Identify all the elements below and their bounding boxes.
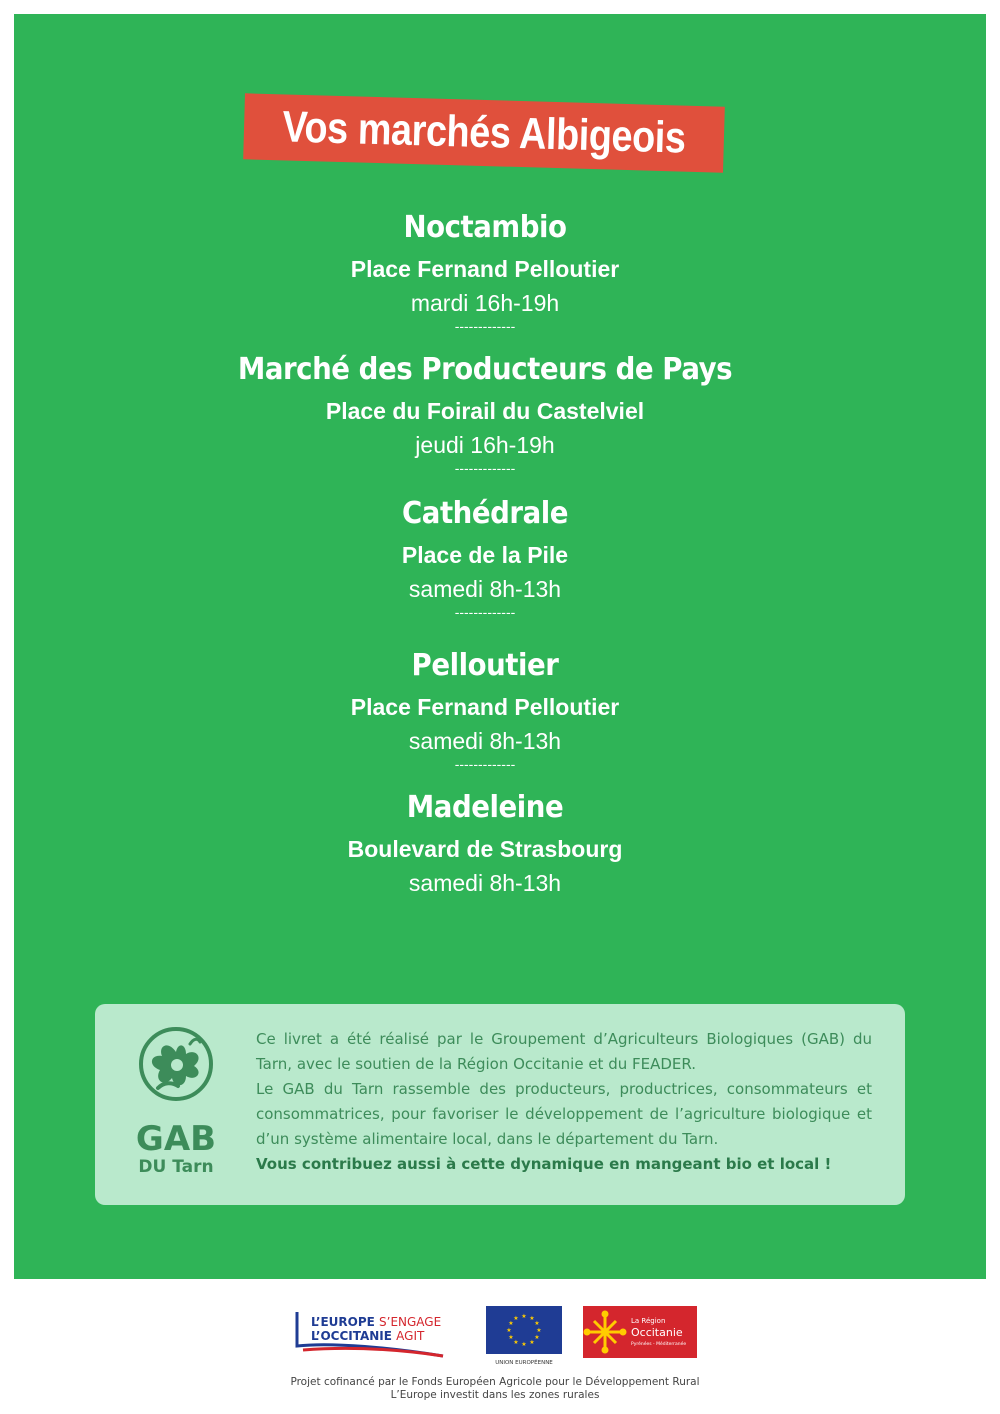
region-line1: La Région xyxy=(631,1317,666,1325)
info-paragraph: Le GAB du Tarn rassemble des producteurs, productrices, consommateurs et consommatrices, pour favoriser le développement de l’agriculture biologique et d’un système alimentaire local, dans le département du Tarn. xyxy=(256,1080,872,1148)
svg-text:L’OCCITANIE AGIT xyxy=(311,1329,425,1343)
market-name: Madeleine xyxy=(406,790,564,825)
market-time: jeudi 16h-19h xyxy=(415,432,555,458)
svg-text:★: ★ xyxy=(534,1320,540,1327)
market-separator: ------------- xyxy=(454,756,516,772)
market-time: samedi 8h-13h xyxy=(408,870,562,896)
logo-gab-text: GAB xyxy=(135,1119,217,1159)
market-place: Place de la Pile xyxy=(401,542,569,568)
occitanie-word: L’OCCITANIE xyxy=(311,1329,392,1343)
footer-line1: Projet cofinancé par le Fonds Européen Agricole pour le Développement Rural xyxy=(290,1376,700,1388)
market-time: mardi 16h-19h xyxy=(410,290,560,316)
svg-text:★: ★ xyxy=(513,1315,519,1322)
svg-text:★: ★ xyxy=(529,1339,535,1346)
market-item xyxy=(0,494,970,618)
engage-word: S’ENGAGE xyxy=(379,1315,442,1329)
europe-engage-logo xyxy=(293,1306,467,1358)
svg-text:★: ★ xyxy=(536,1327,542,1334)
agit-word: AGIT xyxy=(396,1329,425,1343)
markets-list xyxy=(0,208,970,900)
logo-tarn-text: DU Tarn xyxy=(138,1157,214,1176)
svg-text:★: ★ xyxy=(513,1339,519,1346)
info-text xyxy=(256,1027,872,1177)
market-place: Place du Foirail du Castelviel xyxy=(325,398,645,424)
market-separator: ------------- xyxy=(454,318,516,334)
market-place: Place Fernand Pelloutier xyxy=(350,694,620,720)
svg-text:★: ★ xyxy=(529,1315,535,1322)
info-paragraph: Ce livret a été réalisé par le Groupement d’Agriculteurs Biologiques (GAB) du Tarn, avec le soutien de la Région Occitanie et du FEADER. xyxy=(256,1030,872,1073)
page-title: Vos marchés Albigeois xyxy=(281,102,687,163)
flower-icon xyxy=(141,1029,211,1099)
region-occitanie-logo xyxy=(583,1306,697,1358)
market-time: samedi 8h-13h xyxy=(408,728,562,754)
market-time: samedi 8h-13h xyxy=(408,576,562,602)
market-separator: ------------- xyxy=(454,604,516,620)
market-name: Noctambio xyxy=(403,210,567,245)
eu-label: UNION EUROPÉENNE xyxy=(495,1360,553,1366)
region-line3: Pyrénées - Méditerranée xyxy=(631,1342,687,1347)
market-item xyxy=(0,208,970,332)
svg-text:★: ★ xyxy=(508,1334,514,1341)
market-item xyxy=(0,646,970,770)
svg-text:★: ★ xyxy=(521,1341,527,1348)
eu-flag-logo xyxy=(486,1306,562,1366)
market-name: Pelloutier xyxy=(411,648,559,683)
footer-funding-text xyxy=(0,1376,990,1402)
svg-text:L’EUROPE S’ENGAGE xyxy=(311,1315,441,1329)
market-separator: ------------- xyxy=(454,460,516,476)
market-name: Cathédrale xyxy=(401,496,569,531)
market-place: Place Fernand Pelloutier xyxy=(350,256,620,282)
gab-tarn-logo xyxy=(128,1026,226,1176)
europe-word: L’EUROPE xyxy=(311,1315,375,1329)
market-name: Marché des Producteurs de Pays xyxy=(237,352,733,387)
svg-text:★: ★ xyxy=(506,1327,512,1334)
footer-line2: L’Europe investit dans les zones rurales xyxy=(390,1389,600,1401)
market-item xyxy=(0,788,970,900)
svg-text:★: ★ xyxy=(521,1313,527,1320)
market-item xyxy=(0,350,970,474)
svg-text:★: ★ xyxy=(534,1334,540,1341)
svg-text:★: ★ xyxy=(508,1320,514,1327)
region-line2: Occitanie xyxy=(631,1326,683,1339)
market-place: Boulevard de Strasbourg xyxy=(347,836,623,862)
info-highlight: Vous contribuez aussi à cette dynamique en mangeant bio et local ! xyxy=(256,1155,832,1173)
